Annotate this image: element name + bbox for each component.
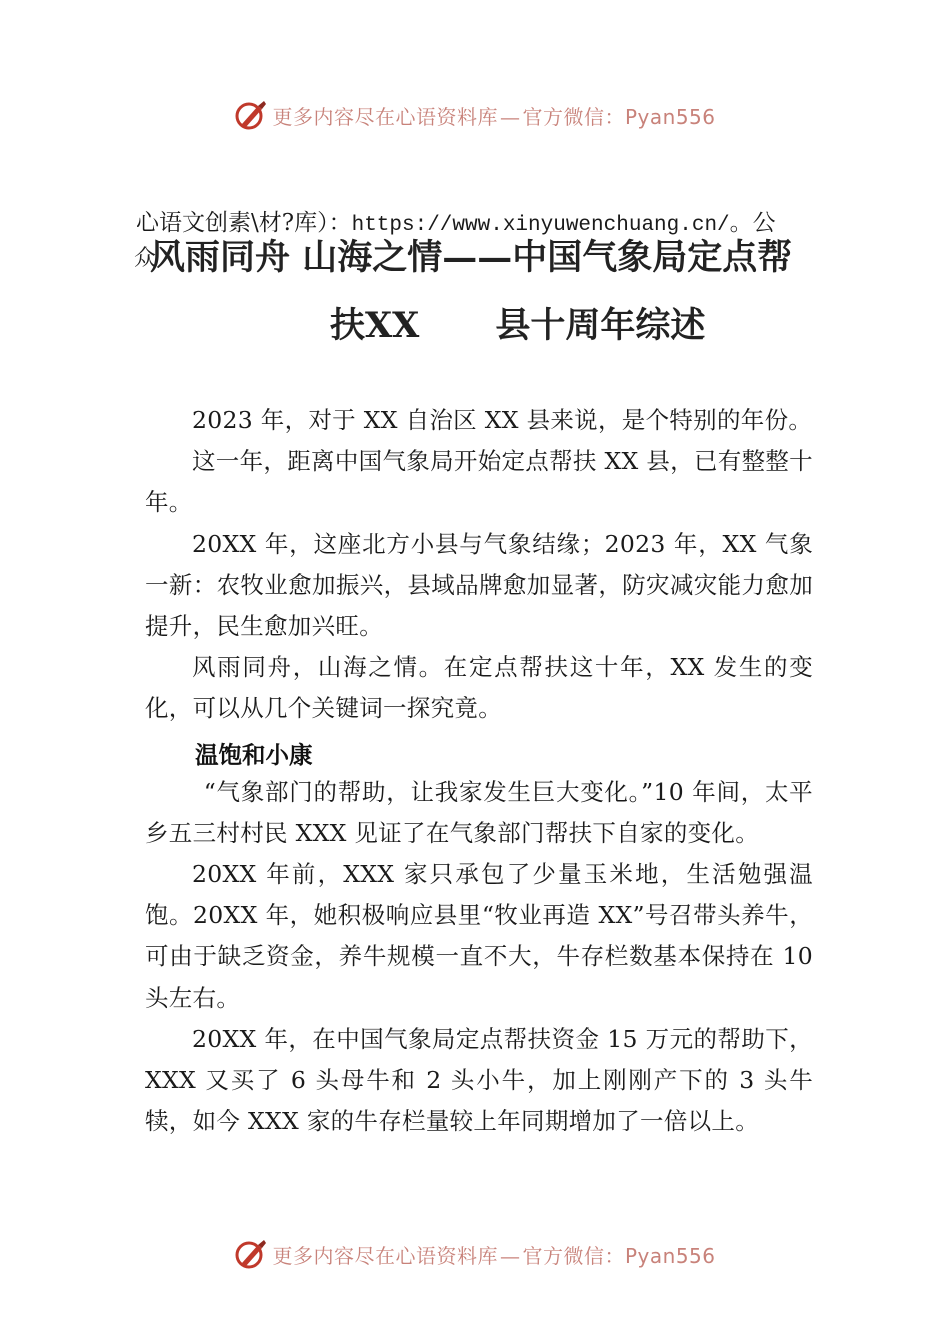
banner-wechat-id: Pyan556 [624,1243,716,1268]
paragraph-6: 20XX 年前，XXX 家只承包了少量玉米地，生活勉强温饱。20XX 年，她积极响应县里“牧业再造 XX”号召带头养牛，可由于缺乏资金，养牛规模一直不大，牛存栏数基本保持在 10 头左右。 [145,860,813,1012]
paragraph-1: 2023 年，对于 XX 自治区 XX 县来说，是个特别的年份。 [192,406,813,434]
banner-text [272,101,715,130]
pen-logo-icon [234,98,268,132]
section-heading: 温饱和小康 [195,740,313,769]
banner-text [272,1240,715,1269]
pen-logo-icon [234,1237,268,1271]
banner-slogan: 更多内容尽在心语资料库 [272,1243,498,1268]
title-line-2-right: 县十周年综述 [495,305,706,346]
banner-slogan: 更多内容尽在心语资料库 [272,104,498,129]
header-banner [0,95,950,135]
banner-separator: — [499,104,521,129]
article-body [145,400,813,1142]
paragraph-5: “气象部门的帮助，让我家发生巨大变化。”10 年间，太平乡五三村村民 XXX 见证了在气象部门帮扶下自家的变化。 [145,777,813,847]
source-url[interactable]: https://www.xinyuwenchuang.cn/ [351,214,730,237]
title-fragment: 众 [134,246,151,271]
page-title-line-2 [330,298,705,348]
title-line-2-left: 扶XX [330,305,420,346]
paragraph-7: 20XX 年，在中国气象局定点帮扶资金 15 万元的帮助下，XXX 又买了 6 头母牛和 2 头小牛，加上刚刚产下的 3 头牛犊，如今 XXX 家的牛存栏量较上年同期增加了一倍以上。 [145,1024,813,1136]
banner-wechat-label: 官方微信： [522,1243,625,1268]
title-line-1-text: 风雨同舟 山海之情——中国气象局定点帮 [150,237,793,278]
page-title-line-1 [134,230,792,280]
paragraph-2: 这一年，距离中国气象局开始定点帮扶 XX 县，已有整整十年。 [145,447,813,517]
source-prefix: 心语文创素\材?库）： [136,210,352,236]
paragraph-4: 风雨同舟，山海之情。在定点帮扶这十年，XX 发生的变化，可以从几个关键词一探究竟。 [145,653,813,723]
banner-wechat-label: 官方微信： [522,104,625,129]
banner-wechat-id: Pyan556 [624,104,716,129]
footer-banner [0,1234,950,1274]
paragraph-3: 20XX 年，这座北方小县与气象结缘；2023 年，XX 气象一新：农牧业愈加振兴，县域品牌愈加显著，防灾减灾能力愈加提升，民生愈加兴旺。 [145,529,813,641]
source-suffix: 。公 [729,210,776,236]
banner-separator: — [499,1243,521,1268]
